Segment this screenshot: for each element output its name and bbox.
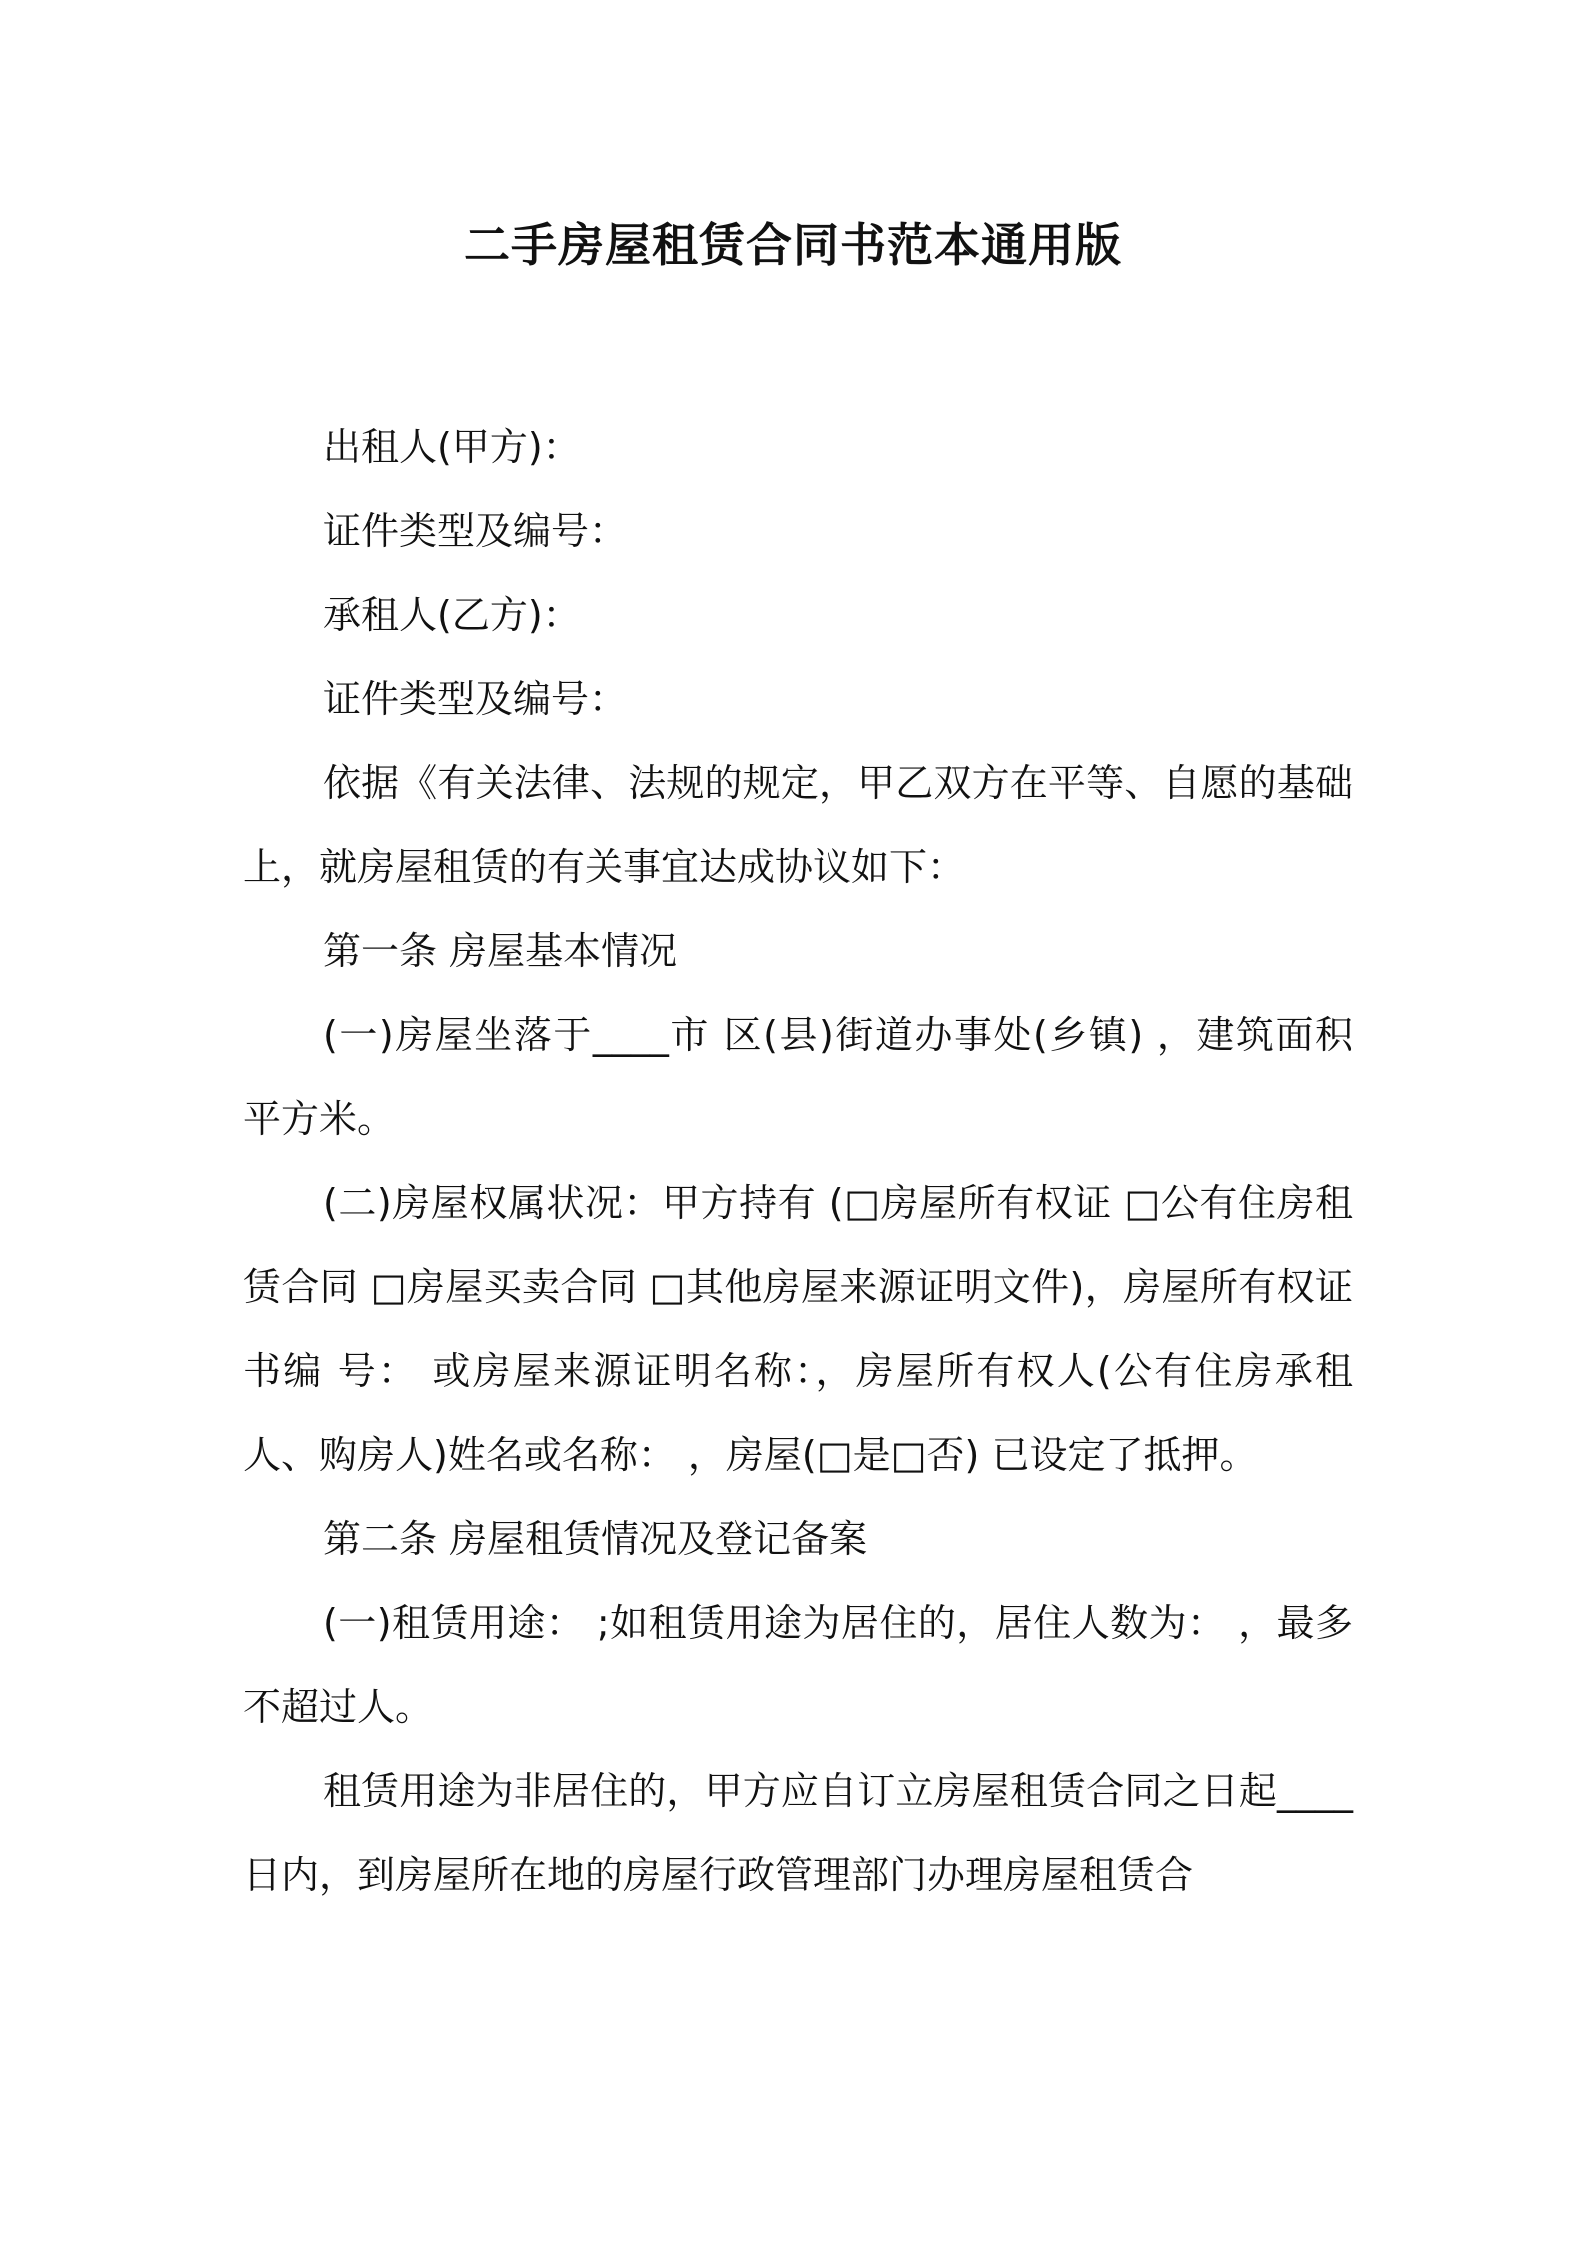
article-2-heading: 第二条 房屋租赁情况及登记备案 [323,1517,868,1561]
article-1-heading: 第一条 房屋基本情况 [323,929,678,973]
article-2-clause-1: (一)租赁用途： ;如租赁用途为居住的，居住人数为： ，最多不超过人。 [243,1601,1353,1729]
article-2-clause-1-continued: 租赁用途为非居住的，甲方应自订立房屋租赁合同之日起____日内，到房屋所在地的房屋行政管理部门办理房屋租赁合 [243,1769,1353,1897]
article-1-clause-2: (二)房屋权属状况：甲方持有 (□房屋所有权证 □公有住房租赁合同 □房屋买卖合同 □其他房屋来源证明文件)，房屋所有权证书编 号： 或房屋来源证明名称：，房屋所有权人(公有住房承租人、购房人)姓名或名称： ，房屋(□是□否) 已设定了抵押。 [243,1181,1353,1477]
preamble-paragraph: 依据《有关法律、法规的规定，甲乙双方在平等、自愿的基础上，就房屋租赁的有关事宜达成协议如下： [243,761,1353,889]
lessor-line: 出租人(甲方)： [323,425,581,469]
lessee-line: 承租人(乙方)： [323,593,581,637]
lessor-id-line: 证件类型及编号： [323,509,628,553]
article-1-clause-1: (一)房屋坐落于____市 区(县)街道办事处(乡镇) ，建筑面积 平方米。 [243,1013,1353,1141]
document-title: 二手房屋租赁合同书范本通用版 [464,218,1122,272]
lessee-id-line: 证件类型及编号： [323,677,628,721]
document-body [243,405,1353,1917]
